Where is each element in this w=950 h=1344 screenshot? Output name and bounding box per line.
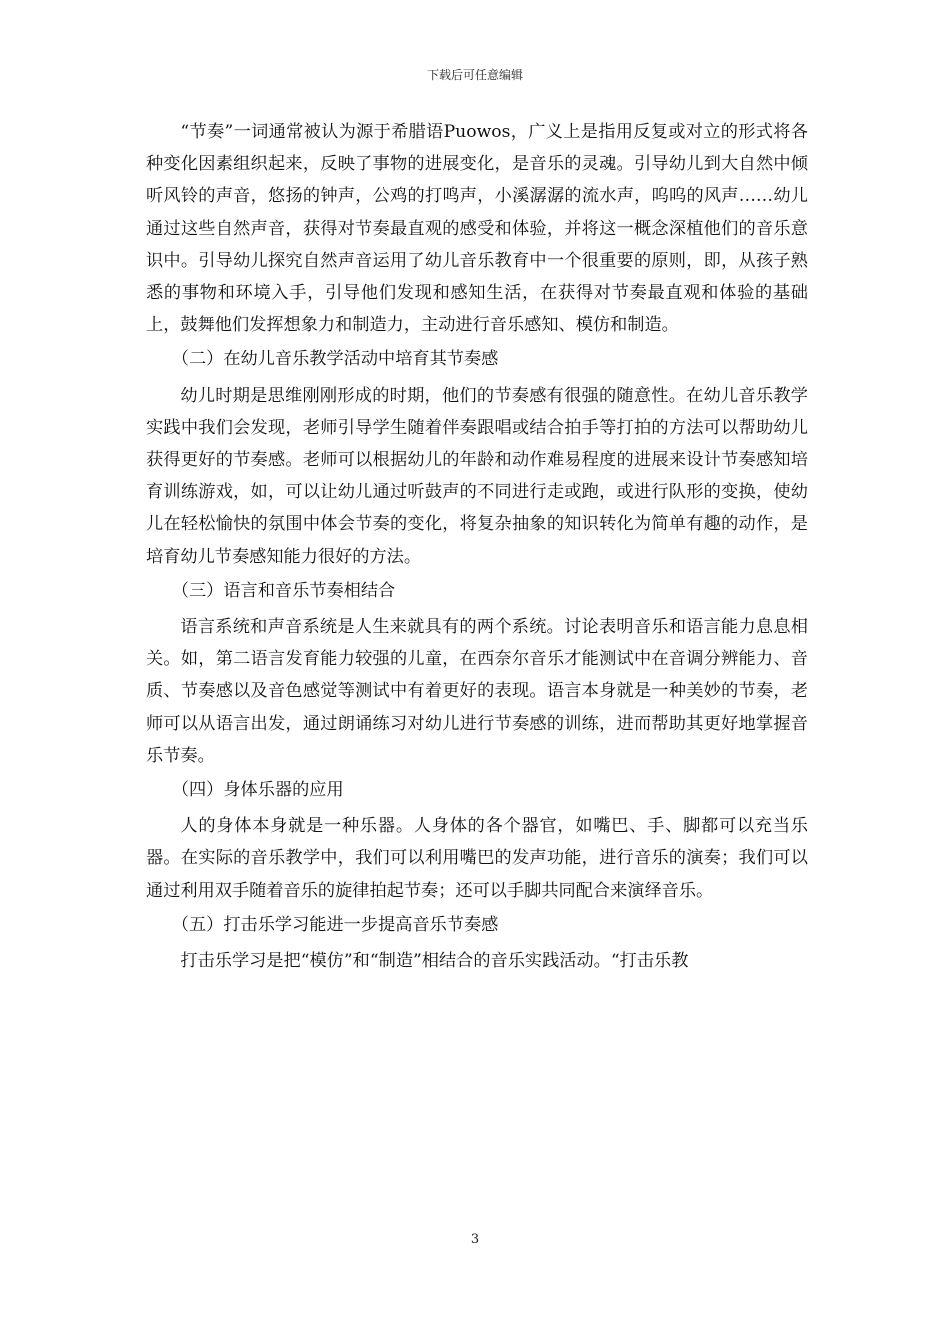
paragraph-teaching-activities: 幼儿时期是思维刚刚形成的时期，他们的节奏感有很强的随意性。在幼儿音乐教学实践中我们会发现，老师引导学生随着伴奏跟唱或结合拍手等打拍的方法可以帮助幼儿获得更好的节奏感。老师可以根据幼儿的年龄和动作难易程度的进展来设计节奏感知培育训练游戏，如，可以让幼儿通过听鼓声的不同进行走或跑，或进行队形的变换，使幼儿在轻松愉快的氛围中体会节奏的变化，将复杂抽象的知识转化为简单有趣的动作，是培育幼儿节奏感知能力很好的方法。: [146, 385, 808, 567]
section-heading-4: （四）身体乐器的应用: [171, 780, 344, 801]
page-number: 3: [470, 1232, 480, 1247]
document-body: [146, 116, 808, 979]
paragraph-rhythm-definition: “节奏”一词通常被认为源于希腊语Puowos，广义上是指用反复或对立的形式将各种变化因素组织起来，反映了事物的进展变化，是音乐的灵魂。引导幼儿到大自然中倾听风铃的声音，悠扬的钟声，公鸡的打鸣声，小溪潺潺的流水声，呜呜的风声……幼儿通过这些自然声音，获得对节奏最直观的感受和体验，并将这一概念深植他们的音乐意识中。引导幼儿探究自然声音运用了幼儿音乐教育中一个很重要的原则，即，从孩子熟悉的事物和环境入手，引导他们发现和感知生活，在获得对节奏最直观和体验的基础上，鼓舞他们发挥想象力和制造力，主动进行音乐感知、模仿和制造。: [146, 122, 808, 336]
page-header: 下载后可任意编辑: [426, 68, 523, 82]
paragraph-percussion: 打击乐学习是把“模仿”和“制造”相结合的音乐实践活动。“打击乐教: [180, 951, 689, 972]
section-heading-2: （二）在幼儿音乐教学活动中培育其节奏感: [171, 349, 499, 370]
section-heading-3: （三）语言和音乐节奏相结合: [171, 580, 396, 601]
section-heading-5: （五）打击乐学习能进一步提高音乐节奏感: [171, 914, 499, 935]
paragraph-body-instruments: 人的身体本身就是一种乐器。人身体的各个器官，如嘴巴、手、脚都可以充当乐器。在实际的音乐教学中，我们可以利用嘴巴的发声功能，进行音乐的演奏；我们可以通过利用双手随着音乐的旋律拍起节奏；还可以手脚共同配合来演绎音乐。: [146, 816, 808, 901]
paragraph-language-rhythm: 语言系统和声音系统是人生来就具有的两个系统。讨论表明音乐和语言能力息息相关。如，第二语言发育能力较强的儿童，在西奈尔音乐才能测试中在音调分辨能力、音质、节奏感以及音色感觉等测试中有着更好的表现。语言本身就是一种美妙的节奏，老师可以从语言出发，通过朗诵练习对幼儿进行节奏感的训练，进而帮助其更好地掌握音乐节奏。: [146, 617, 808, 766]
